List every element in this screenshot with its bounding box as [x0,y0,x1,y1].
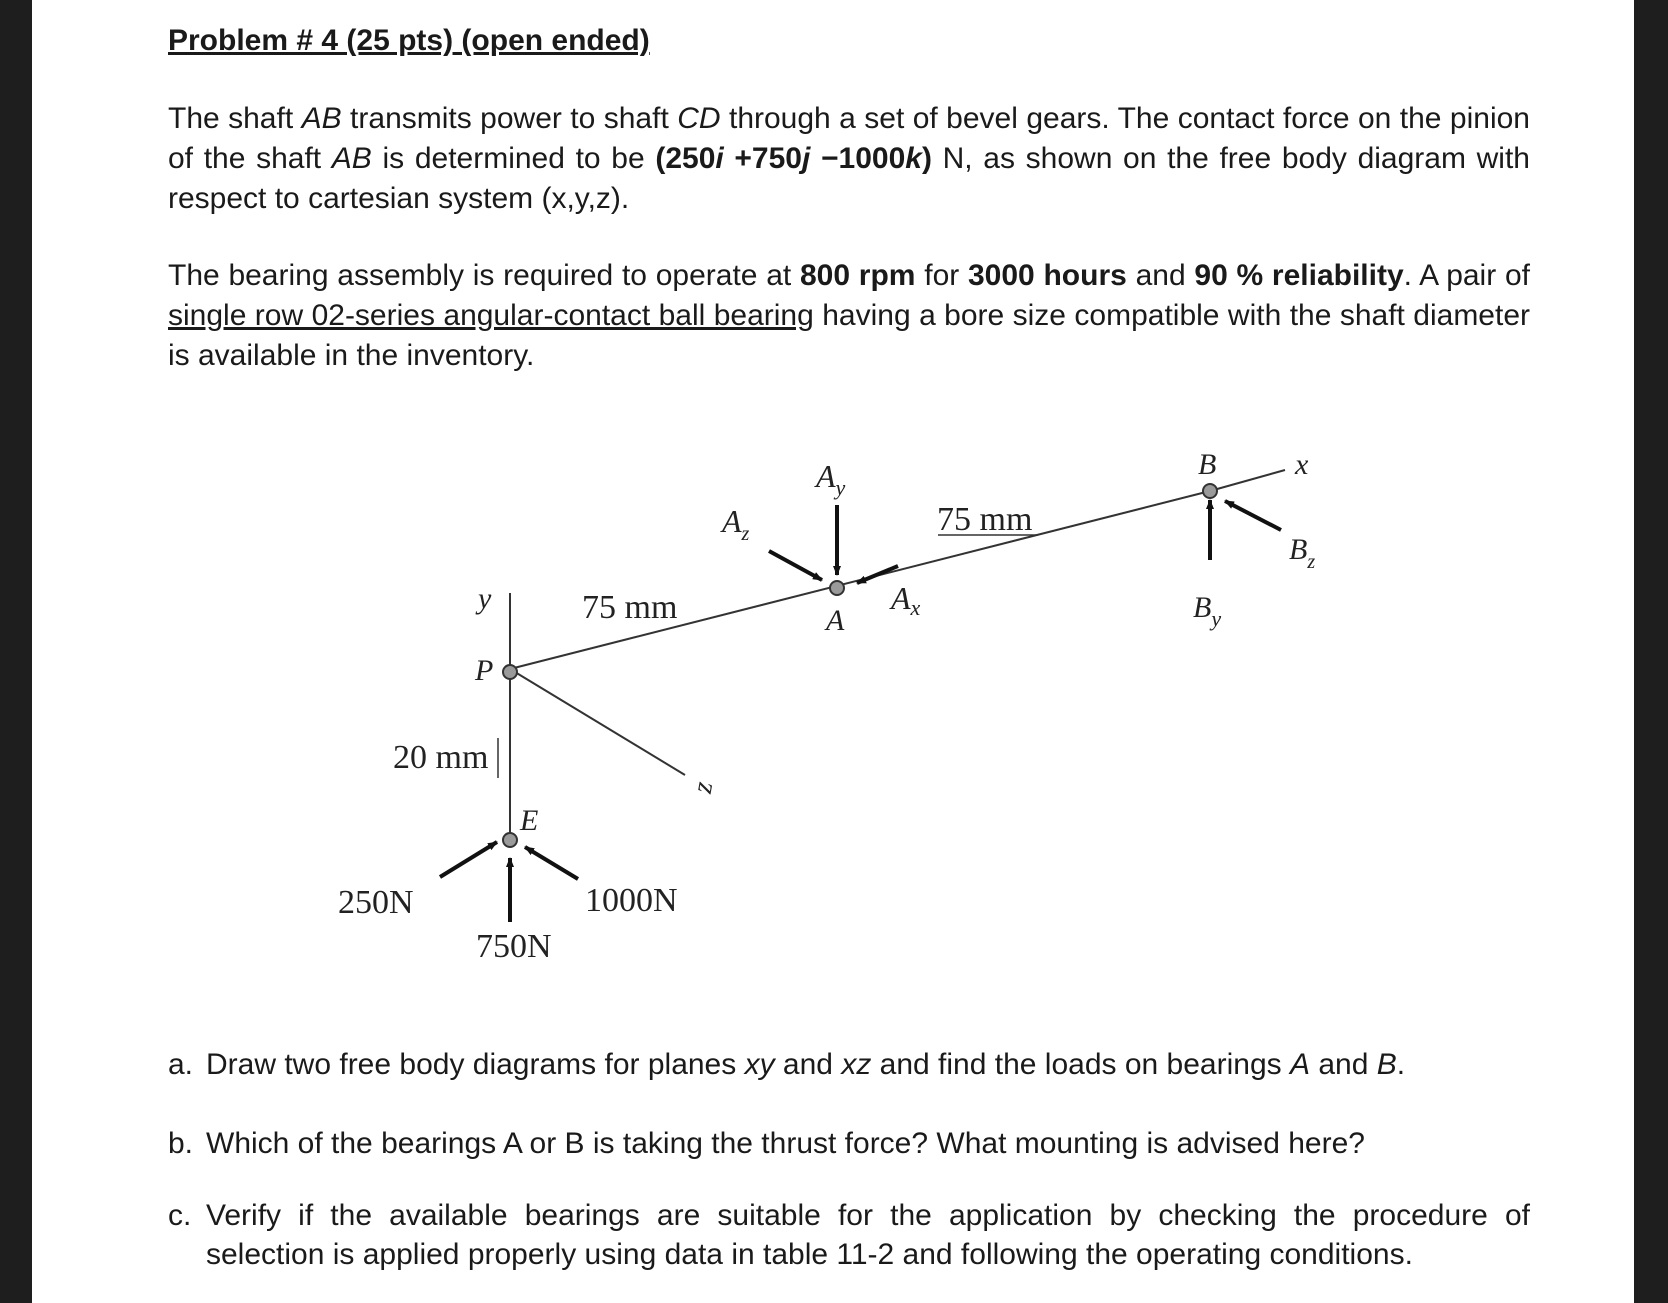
point-b [1203,484,1217,498]
label-y-axis: y [478,582,492,615]
dimension-pe: 20 mm [393,739,489,776]
shaft-ab-label: AB [301,102,342,135]
point-e [503,833,517,847]
az-arrow [769,551,822,580]
text-run: for [915,259,968,292]
label-a-point: A [826,604,845,637]
speed-value: 800 rpm [800,259,916,292]
label-az: $A_z$ [722,503,750,545]
label-ay: $A_y$ [816,458,846,500]
text-run: N, as shown on the free body diagram with respect to cartesian system (x,y,z). [168,142,1530,215]
x-axis-line [1210,470,1285,491]
contact-force-vector: (250i +750j −1000k) [655,142,932,175]
shaft-ab-label: AB [331,142,372,175]
dimension-pa: 75 mm [582,589,678,626]
dimension-ab: 75 mm [937,501,1033,538]
reliability-value: 90 % reliability [1194,259,1404,292]
z-axis-line [510,669,685,775]
label-b-point: B [1198,448,1217,481]
label-e-point: E [520,804,539,837]
label-p-point: P [475,654,494,687]
question-text: Verify if the available bearings are suitable for the application by checking the procedure of selection is applied properly using data in table 11-2 and following the operating conditions. [206,1199,1530,1271]
label-bz: $B_z$ [1289,533,1316,573]
question-label: a. [168,1048,194,1081]
question-label: b. [168,1127,194,1160]
text-run: The bearing assembly is required to operate at [168,259,800,292]
label-force-1000: 1000N [585,882,678,919]
question-a [168,1045,1530,1084]
question-b [168,1124,1530,1163]
text-run: transmits power to shaft [341,102,678,135]
life-value: 3000 hours [968,259,1127,292]
text-run: having a bore size compatible with the shaft diameter is available in the inventory. [168,299,1531,372]
question-c [168,1196,1530,1274]
label-by: $B_y$ [1193,591,1222,631]
label-force-750: 750N [476,928,552,965]
question-label: c. [168,1199,192,1232]
label-x-axis: x [1295,448,1309,481]
text-run: The shaft [168,102,302,135]
text-run: is determined to be [371,142,656,175]
bearing-type: single row 02-series angular-contact ball bearing [168,299,814,332]
question-text: Which of the bearings A or B is taking the thrust force? What mounting is advised here? [206,1127,1365,1160]
label-ax: Ax [891,580,921,620]
text-run: through a set of bevel gears. The contact force on the pinion of the shaft [168,102,1530,175]
label-z-axis: z [686,779,720,796]
force-250-arrow [440,842,497,877]
text-run: and [1126,259,1195,292]
point-p [503,665,517,679]
problem-title: Problem # 4 (25 pts) (open ended) [168,24,650,57]
free-body-diagram [32,0,1634,1303]
force-1000-arrow [525,847,578,879]
bz-arrow [1225,501,1281,530]
shaft-cd-label: CD [677,102,721,135]
point-a [830,581,844,595]
label-force-250: 250N [338,884,414,921]
text-run: . A pair of [1403,259,1530,292]
document-page [32,0,1634,1303]
question-text: Draw two free body diagrams for planes xy and xz and find the loads on bearings A and B. [206,1048,1406,1081]
